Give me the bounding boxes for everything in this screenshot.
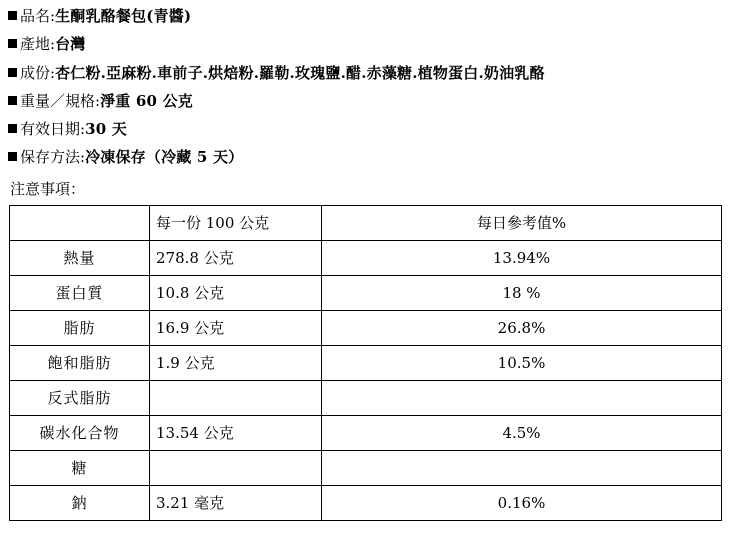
row-percent: 0.16%: [322, 485, 722, 520]
info-label: 重量／規格:: [20, 91, 101, 110]
info-row-origin: [8, 34, 722, 54]
notes-heading: 注意事項：: [10, 179, 86, 198]
product-info-list: [8, 6, 722, 168]
table-row: [10, 450, 722, 485]
info-label: 有效日期:: [20, 120, 86, 138]
square-bullet-icon: [8, 124, 17, 133]
info-label: 成份:: [20, 63, 56, 82]
info-value: 生酮乳酪餐包(青醬): [55, 7, 192, 25]
table-row: [10, 380, 722, 415]
row-amount: [150, 380, 322, 415]
header-blank: [10, 205, 150, 240]
row-percent: 26.8%: [322, 310, 722, 345]
info-value: 台灣: [55, 35, 86, 54]
row-amount: 1.9 公克: [150, 345, 322, 380]
header-per-serving: 每一份 100 公克: [150, 205, 322, 240]
row-amount: 16.9 公克: [150, 310, 322, 345]
square-bullet-icon: [8, 39, 17, 48]
table-row: [10, 310, 722, 345]
row-percent: [322, 380, 722, 415]
header-daily-value: 每日參考值%: [322, 205, 722, 240]
info-label: 保存方法:: [20, 148, 86, 167]
row-amount: 278.8 公克: [150, 240, 322, 275]
info-row-ingredients: [8, 63, 722, 83]
table-row: [10, 275, 722, 310]
table-row: [10, 485, 722, 520]
row-label: 蛋白質: [10, 275, 150, 310]
square-bullet-icon: [8, 68, 17, 77]
row-label: 熱量: [10, 240, 150, 275]
square-bullet-icon: [8, 152, 17, 161]
row-amount: 3.21 毫克: [150, 485, 322, 520]
info-value: 杏仁粉.亞麻粉.車前子.烘焙粉.羅勒.玫瑰鹽.醋.赤藻糖.植物蛋白.奶油乳酪: [55, 63, 545, 82]
info-value: 冷凍保存（冷藏 5 天）: [85, 148, 244, 167]
row-label: 碳水化合物: [10, 415, 150, 450]
row-label: 飽和脂肪: [10, 345, 150, 380]
table-row: [10, 415, 722, 450]
row-label: 糖: [10, 450, 150, 485]
info-row-storage: [8, 147, 722, 167]
info-row-expiry: [8, 119, 722, 139]
row-label: 鈉: [10, 485, 150, 520]
table-header-row: [10, 205, 722, 240]
info-value: 30 天: [85, 120, 127, 138]
row-percent: [322, 450, 722, 485]
square-bullet-icon: [8, 11, 17, 20]
table-row: [10, 240, 722, 275]
row-percent: 4.5%: [322, 415, 722, 450]
row-percent: 18 %: [322, 275, 722, 310]
table-row: [10, 345, 722, 380]
row-label: 反式脂肪: [10, 380, 150, 415]
row-percent: 13.94%: [322, 240, 722, 275]
info-row-name: [8, 6, 722, 26]
nutrition-table: [9, 205, 722, 521]
row-percent: 10.5%: [322, 345, 722, 380]
row-amount: 10.8 公克: [150, 275, 322, 310]
square-bullet-icon: [8, 96, 17, 105]
info-label: 產地:: [20, 35, 56, 54]
info-value: 淨重 60 公克: [100, 91, 193, 110]
info-label: 品名:: [20, 7, 56, 25]
row-amount: [150, 450, 322, 485]
row-label: 脂肪: [10, 310, 150, 345]
info-row-weight: [8, 91, 722, 111]
row-amount: 13.54 公克: [150, 415, 322, 450]
